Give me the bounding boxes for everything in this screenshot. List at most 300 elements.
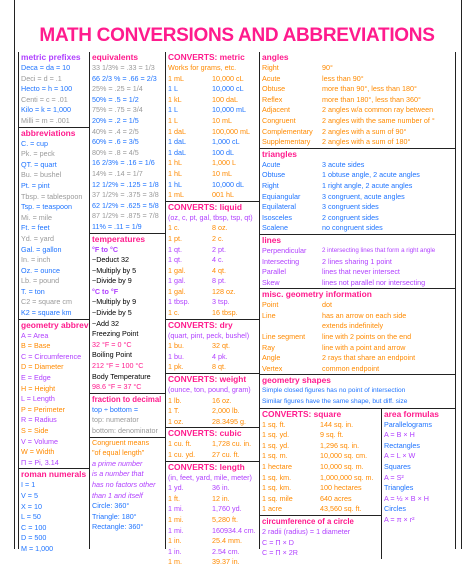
list-item: 33 1/3% = .33 = 1/3 [92, 63, 155, 72]
list-item: X = 10 [21, 501, 42, 511]
definition: more than 180°, less than 360° [322, 94, 421, 104]
angles-section [260, 52, 455, 148]
unit-from: 1 mL [168, 190, 184, 200]
list-item: Oz. = ounce [21, 265, 60, 275]
list-item: Deca = da = 10 [21, 63, 71, 72]
converts-length-heading: CONVERTS: length [168, 461, 245, 472]
unit-to: 39.37 in. [212, 557, 240, 567]
term: Right [262, 180, 279, 190]
table-row [166, 406, 259, 417]
unit-to: 4 qt. [212, 265, 226, 275]
table-row [260, 343, 455, 354]
list-item: Circles [384, 504, 406, 514]
list-item: A = π × r² [384, 514, 415, 524]
unit-from: 1 sq. yd. [262, 440, 290, 450]
list-item: Tsp. = teaspoon [21, 202, 72, 212]
table-row [166, 190, 259, 201]
unit-to: 3 tsp. [212, 297, 230, 307]
list-item: A = ½ × B × H [384, 493, 429, 503]
converts-weight-heading: CONVERTS: weight [168, 374, 247, 385]
table-row [166, 158, 259, 169]
table-row [260, 105, 455, 116]
unit-to: 8 qt. [212, 362, 226, 372]
table-row [260, 95, 455, 106]
unit-from: 1 mi. [168, 525, 184, 535]
table-row [166, 105, 259, 116]
unit-from: 1 m. [168, 557, 182, 567]
unit-to: 10,000 dL [212, 179, 244, 189]
unit-from: 1 mi. [168, 504, 184, 514]
list-item: Ft. = feet [21, 223, 50, 233]
unit-to: 27 cu. ft. [212, 450, 240, 459]
definition: 2 angles with the same number of ° [322, 115, 435, 125]
table-row [260, 74, 455, 85]
list-item: has no factors other [92, 479, 156, 489]
definition: 2 intersecting lines that form a right angle [322, 246, 436, 254]
unit-to: 001 hL [212, 190, 234, 200]
table-row [260, 311, 455, 322]
list-item: 212 °F = 100 °C [92, 361, 144, 371]
table-row [260, 430, 381, 441]
equivalents-heading: equivalents [92, 52, 139, 62]
unit-from: 1 hL [168, 179, 182, 189]
term: Vertex [262, 363, 283, 373]
unit-from: 1 L [168, 84, 178, 94]
definition: 2 rays that share an endpoint [322, 353, 416, 363]
list-item: P = Perimeter [21, 404, 66, 414]
unit-to: 10,000 cL [212, 84, 244, 94]
unit-to: 100 dL [212, 147, 234, 157]
list-item: D = Diameter [21, 362, 64, 372]
definition: 2 angles with a sum of 180° [322, 137, 411, 147]
definition: 1 obtuse angle, 2 acute angles [322, 170, 420, 180]
unit-from: 1 pt. [168, 233, 182, 243]
unit-to: 160934.4 cm. [212, 525, 256, 535]
unit-from: 1 in. [168, 536, 182, 546]
unit-from: 1 qt. [168, 255, 182, 265]
definition: 3 congruent sides [322, 202, 379, 212]
list-item: A = Area [21, 330, 49, 340]
unit-from: 1 cu. ft. [168, 439, 192, 449]
converts-metric-heading: CONVERTS: metric [168, 52, 245, 62]
unit-to: 2,000 lb. [212, 406, 240, 416]
unit-from: 1 sq. mile [262, 493, 293, 503]
definition: lines that never intersect [322, 267, 400, 277]
list-item: 25% = .25 = 1/4 [92, 84, 143, 94]
converts-weight-subheading: (ounce, ton, pound, gram) [168, 385, 251, 395]
list-item: Similar figures have the same shape, but diff. size [262, 398, 408, 406]
unit-from: 1 cu. yd. [168, 450, 196, 459]
unit-to: 2 c. [212, 233, 224, 243]
unit-to: 12 in. [212, 493, 230, 503]
unit-to: 36 in. [212, 483, 230, 493]
table-row [166, 439, 259, 450]
table-row [260, 420, 381, 431]
term: Reflex [262, 94, 283, 104]
list-item: W = Width [21, 447, 55, 457]
roman-numerals-heading: roman numerals [21, 469, 87, 480]
unit-from: 1 daL [168, 126, 186, 136]
term: Perpendicular [262, 245, 307, 255]
converts-dry-section [166, 319, 259, 373]
metric-prefixes-heading: metric prefixes [21, 52, 81, 62]
term: Ray [262, 342, 275, 352]
list-item: "of equal length" [92, 448, 145, 458]
list-item: Triangle: 180° [92, 511, 137, 521]
unit-from: 1 qt. [168, 244, 182, 254]
converts-square-section [260, 409, 382, 559]
unit-to: 640 acres [320, 493, 352, 503]
list-item: 14% = .14 = 1/7 [92, 168, 143, 178]
geometry-abbrev-section [19, 319, 89, 469]
unit-from: 1 gal. [168, 276, 186, 286]
term: Congruent [262, 115, 296, 125]
unit-from: 1 acre [262, 504, 282, 514]
unit-from: 1 sq. yd. [262, 430, 290, 440]
list-item: than 1 and itself [92, 490, 143, 500]
term [262, 321, 322, 332]
table-row [166, 169, 259, 180]
circumference-heading: circumference of a circle [262, 516, 354, 526]
definition: 2 congruent sides [322, 212, 379, 222]
term: Obtuse [262, 84, 286, 94]
definition: lines not parallel nor intersecting [322, 277, 426, 287]
term: Supplementary [262, 137, 311, 147]
definition: less than 90° [322, 73, 364, 83]
list-item: 66 2/3 % = .66 = 2/3 [92, 73, 157, 83]
converts-liquid-subheading: (oz, c, pt, gal, tbsp, tsp, qt) [168, 212, 253, 222]
definition: common endpoint [322, 363, 380, 373]
table-row [260, 494, 381, 505]
table-row [260, 483, 381, 494]
unit-to: 32 qt. [212, 341, 230, 351]
table-row [260, 202, 455, 213]
list-item: 87 1/2% = .875 = 7/8 [92, 211, 159, 221]
table-row [260, 192, 455, 203]
triangles-section [260, 148, 455, 234]
definition: more than 90°, less than 180° [322, 84, 417, 94]
list-item: bottom: denominator [92, 426, 158, 435]
term: Right [262, 63, 279, 72]
list-item: 20% = .2 = 1/5 [92, 115, 139, 125]
list-item: Rectangles [384, 440, 420, 450]
unit-from: 1 tbsp. [168, 297, 190, 307]
list-item: °C to °F [92, 286, 119, 296]
list-item: 40% = .4 = 2/5 [92, 126, 139, 136]
unit-from: 1 daL [168, 147, 186, 157]
list-item: 60% = .6 = 3/5 [92, 137, 139, 147]
column-1 [18, 52, 90, 553]
unit-to: 4 pk. [212, 351, 228, 361]
list-item: C = Π × 2R [262, 548, 298, 558]
definition: extends indefinitely [322, 321, 384, 331]
list-item: Parallelograms [384, 419, 432, 429]
table-row [166, 341, 259, 352]
list-item: ~Add 32 [92, 318, 119, 328]
definition: has an arrow on each side [322, 310, 407, 320]
table-row [260, 278, 455, 289]
list-item: C2 = square cm [21, 297, 72, 307]
table-row [166, 127, 259, 138]
list-item: ~Multiply by 5 [92, 265, 137, 275]
definition: 2 angles with a sum of 90° [322, 126, 407, 136]
column-3 [166, 52, 260, 567]
converts-length-subheading: (in, feet, yard, mile, meter) [168, 472, 252, 482]
unit-to: 2 pt. [212, 244, 226, 254]
list-item: C = 100 [21, 522, 47, 532]
unit-from: 1 lb. [168, 395, 182, 405]
list-item: 50% = .5 = 1/2 [92, 94, 139, 104]
term: Adjacent [262, 105, 290, 115]
list-item: 32 °F = 0 °C [92, 339, 132, 349]
unit-to: 10,000 sq. m. [320, 462, 364, 471]
unit-to: 10 mL [212, 115, 232, 125]
table-row [166, 297, 259, 308]
table-row [260, 257, 455, 268]
list-item: 80% = .8 = 4/5 [92, 147, 139, 157]
list-item: Lb. = pound [21, 276, 60, 286]
list-item: Kilo = k = 1,000 [21, 105, 71, 115]
term: Acute [262, 159, 281, 169]
angles-heading: angles [262, 52, 289, 62]
list-item: Deci = d = .1 [21, 73, 62, 83]
table-row [260, 246, 455, 257]
geometry-shapes-heading: geometry shapes [262, 375, 331, 386]
table-row [260, 223, 455, 234]
table-row [166, 557, 259, 568]
table-row [166, 308, 259, 319]
table-row [166, 536, 259, 547]
table-row [260, 300, 455, 311]
temperatures-heading: temperatures [92, 233, 146, 244]
unit-to: 43,560 sq. ft. [320, 504, 362, 514]
definition: 3 acute sides [322, 159, 365, 169]
table-row [166, 287, 259, 298]
list-item: Π = Pi, 3.14 [21, 457, 59, 467]
table-row [166, 515, 259, 526]
geometry-shapes-section [260, 374, 455, 407]
table-row [260, 441, 381, 452]
list-item: L = Length [21, 394, 55, 404]
list-item: R = Radius [21, 415, 57, 425]
converts-weight-section [166, 373, 259, 427]
temperatures-section [90, 233, 165, 393]
term: Scalene [262, 223, 288, 233]
term: Line segment [262, 332, 306, 342]
unit-from: 1 mL [168, 73, 184, 83]
list-item: D = 500 [21, 533, 47, 543]
unit-to: 8 pt. [212, 276, 226, 286]
converts-metric-subheading: Works for grams, etc. [168, 63, 237, 72]
unit-to: 10,000 sq. cm. [320, 451, 368, 461]
converts-metric-section [166, 52, 259, 201]
table-row [166, 74, 259, 85]
table-row [260, 321, 455, 332]
list-item: Gal. = gallon [21, 244, 62, 254]
congruent-section [90, 437, 165, 533]
unit-from: 1 sq. km. [262, 472, 292, 482]
list-item: Centi = c = .01 [21, 94, 68, 104]
list-item: Boiling Point [92, 350, 132, 360]
unit-to: 4 c. [212, 255, 224, 265]
term: Skew [262, 277, 280, 287]
unit-to: 9 sq. ft. [320, 430, 344, 440]
unit-to: 144 sq. in. [320, 419, 354, 429]
table-row [260, 504, 381, 515]
list-item: I = 1 [21, 480, 36, 490]
term: Complementary [262, 126, 313, 136]
table-row [260, 451, 381, 462]
table-row [260, 84, 455, 95]
list-item: H = Height [21, 383, 56, 393]
list-item: C = Π × D [262, 537, 294, 547]
list-item: L = 50 [21, 512, 41, 522]
table-row [166, 148, 259, 159]
unit-from: 1 in. [168, 546, 182, 556]
list-item: E = Edge [21, 373, 51, 383]
list-item: Bu. = bushel [21, 170, 62, 180]
table-row [260, 137, 455, 148]
unit-to: 10 mL [212, 168, 232, 178]
unit-from: 1 gal. [168, 265, 186, 275]
list-item: Pt. = pint [21, 180, 50, 190]
term: Equilateral [262, 202, 296, 212]
list-item: Hecto = h = 100 [21, 84, 73, 94]
page-title: MATH CONVERSIONS AND ABBREVIATIONS [39, 25, 435, 46]
list-item: C. = cup [21, 138, 48, 148]
term: Intersecting [262, 256, 300, 266]
definition: line with 2 points on the end [322, 332, 412, 342]
list-item: 75% = .75 = 3/4 [92, 105, 143, 115]
fraction-to-decimal-section [90, 393, 165, 437]
table-row [166, 180, 259, 191]
list-item: top ÷ bottom = [92, 404, 139, 414]
abbreviations-section [19, 127, 89, 319]
list-item: Circle: 360° [92, 501, 130, 511]
list-item: 98.6 °F = 37 °C [92, 382, 142, 392]
converts-dry-subheading: (quart, pint, peck, bushel) [168, 330, 250, 340]
unit-to: 100,000 mL [212, 126, 250, 136]
table-row [166, 276, 259, 287]
unit-from: 1 pk. [168, 362, 184, 372]
list-item: ~Deduct 32 [92, 255, 129, 265]
unit-from: 1 hL [168, 158, 182, 168]
table-row [166, 417, 259, 428]
term: Obtuse [262, 170, 286, 180]
definition: 3 congruent, acute angles [322, 191, 405, 201]
unit-to: 128 oz. [212, 286, 236, 296]
term: Line [262, 310, 276, 320]
unit-from: 1 ft. [168, 493, 180, 503]
unit-from: 1 L [168, 115, 178, 125]
table-row [260, 63, 455, 74]
list-item: V = Volume [21, 436, 58, 446]
definition: dot [322, 300, 332, 310]
term: Isosceles [262, 212, 292, 222]
list-item: V = 5 [21, 490, 38, 500]
table-row [260, 181, 455, 192]
definition: 1 right angle, 2 acute angles [322, 180, 413, 190]
table-row [260, 127, 455, 138]
table-row [166, 362, 259, 373]
table-row [260, 116, 455, 127]
term: Parallel [262, 267, 286, 277]
unit-from: 1 hectare [262, 462, 292, 471]
table-row [166, 494, 259, 505]
converts-liquid-section [166, 201, 259, 319]
table-row [260, 170, 455, 181]
unit-from: 1 hL [168, 168, 182, 178]
list-item: 12 1/2% = .125 = 1/8 [92, 179, 159, 189]
unit-to: 16 oz. [212, 395, 232, 405]
unit-from: 1 T. [168, 406, 180, 416]
converts-cubic-heading: CONVERTS: cubic [168, 428, 242, 439]
lines-section [260, 234, 455, 288]
column-2 [90, 52, 166, 549]
table-row [166, 266, 259, 277]
unit-to: 1,000,000 sq. m. [320, 472, 374, 482]
table-row [166, 116, 259, 127]
list-item: a prime number [92, 458, 143, 468]
list-item: Milli = m = .001 [21, 115, 70, 125]
fraction-to-decimal-heading: fraction to decimal [92, 394, 162, 404]
unit-from: 1 daL [168, 137, 186, 147]
table-row [260, 332, 455, 343]
list-item: ~Divide by 5 [92, 308, 132, 318]
converts-cubic-section [166, 427, 259, 460]
table-row [260, 160, 455, 171]
table-row [260, 462, 381, 473]
metric-prefixes-section [19, 52, 89, 127]
list-item: 2 radii (radius) = 1 diameter [262, 526, 351, 536]
unit-to: 100 daL [212, 94, 238, 104]
list-item: A = B × H [384, 430, 415, 440]
unit-from: 1 bu. [168, 351, 184, 361]
roman-numerals-section [19, 468, 89, 554]
unit-to: 1,000 cL [212, 137, 240, 147]
list-item: Congruent means [92, 437, 150, 447]
list-item: 37 1/2% = .375 = 3/8 [92, 190, 159, 200]
list-item: B = Base [21, 341, 51, 351]
equivalents-section [90, 52, 165, 233]
abbreviations-heading: abbreviations [21, 127, 76, 138]
unit-to: 1,728 cu. in. [212, 439, 252, 449]
area-formulas-section [382, 409, 455, 559]
table-row [166, 84, 259, 95]
unit-from: 1 bu. [168, 341, 184, 351]
term: Acute [262, 73, 281, 83]
list-item: In. = inch [21, 255, 51, 265]
table-row [166, 95, 259, 106]
circumference-section [260, 515, 381, 559]
unit-to: 1,000 L [212, 158, 236, 168]
triangles-heading: triangles [262, 148, 297, 159]
list-item: T. = ton [21, 286, 45, 296]
unit-from: 1 kL [168, 94, 182, 104]
unit-to: 2.54 cm. [212, 546, 240, 556]
table-row [166, 547, 259, 558]
unit-from: 1 sq. m. [262, 451, 288, 461]
list-item: Pk. = peck [21, 149, 55, 159]
list-item: ~Divide by 9 [92, 276, 132, 286]
term: Equiangular [262, 191, 301, 201]
list-item: ~Multiply by 9 [92, 297, 137, 307]
converts-liquid-heading: CONVERTS: liquid [168, 201, 242, 212]
area-formulas-heading: area formulas [384, 408, 439, 419]
list-item: S = Side [21, 426, 49, 435]
list-item: °F to °C [92, 244, 119, 254]
unit-to: 1,296 sq. in. [320, 440, 360, 450]
